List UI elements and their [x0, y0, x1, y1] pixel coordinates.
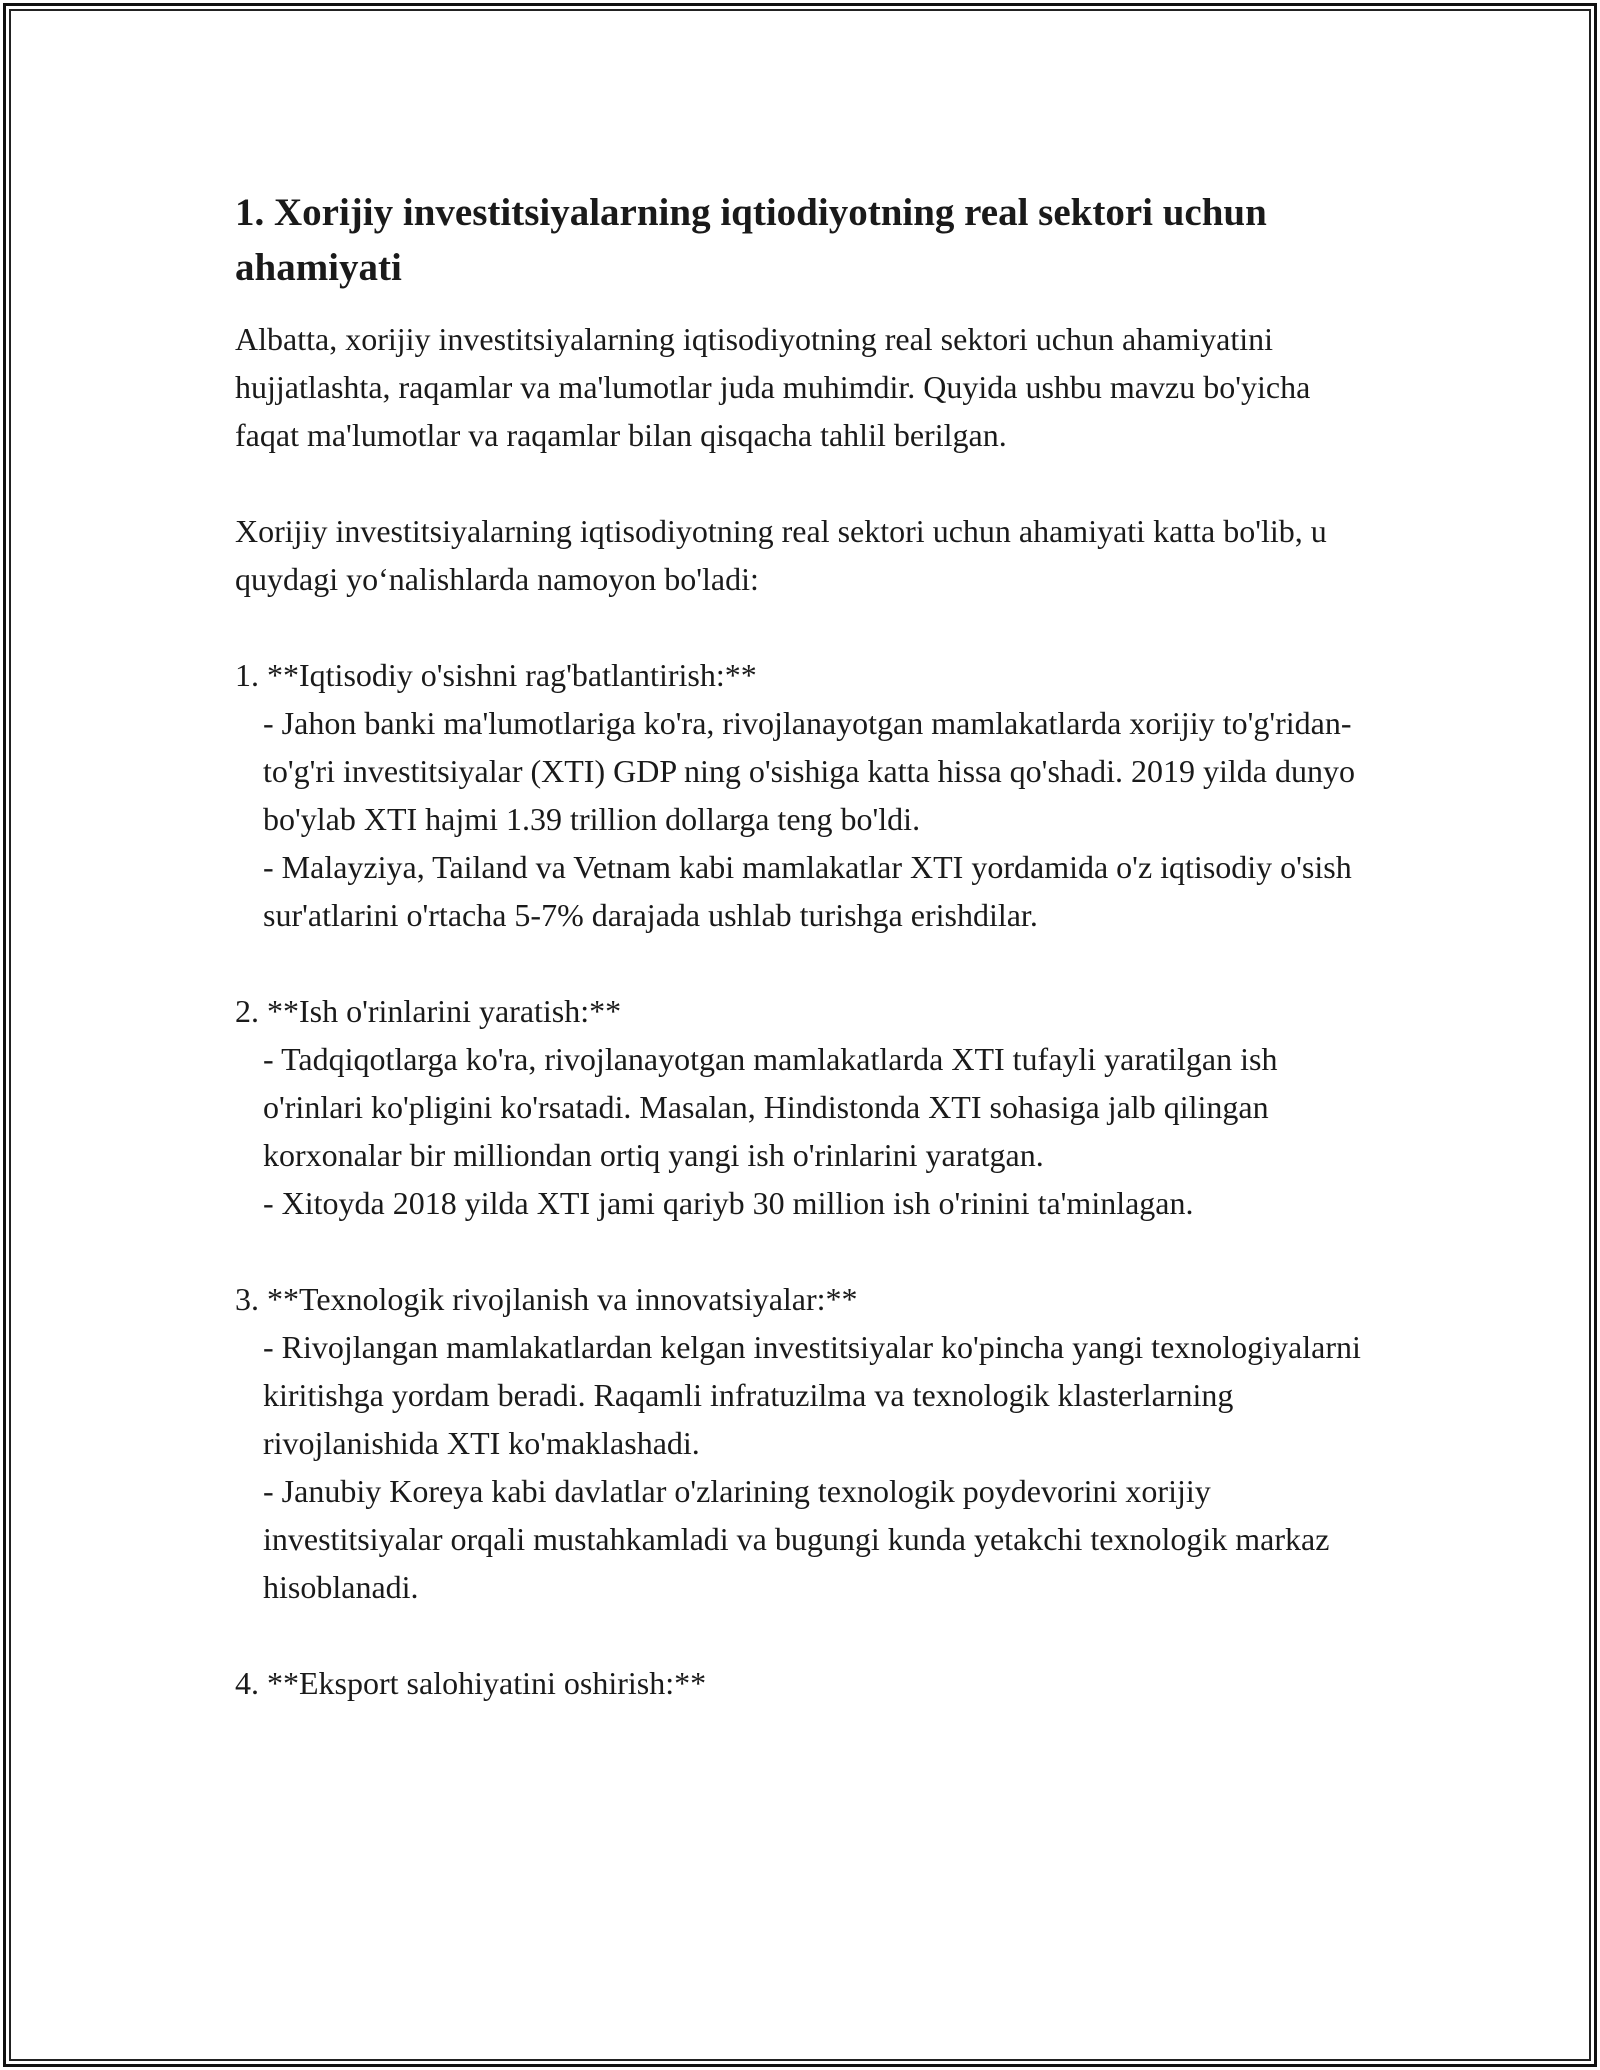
section-bullet: - Rivojlangan mamlakatlardan kelgan investitsiyalar ko'pincha yangi texnologiyalarni kiritishga yordam beradi. Raqamli infratuzilma va texnologik klasterlarning rivojlanishida XTI ko'maklashadi. [263, 1329, 1361, 1461]
section-1 [235, 651, 1375, 939]
section-heading: 2. **Ish o'rinlarini yaratish:** [235, 993, 622, 1029]
lead-paragraph: Xorijiy investitsiyalarning iqtisodiyotning real sektori uchun ahamiyati katta bo'lib, u quydagi yoʻnalishlarda namoyon bo'ladi: [235, 513, 1327, 597]
paragraph-gap [235, 603, 1375, 651]
section-2 [235, 987, 1375, 1227]
paragraph-gap [235, 939, 1375, 987]
section-heading: 4. **Eksport salohiyatini oshirish:** [235, 1665, 707, 1701]
intro-paragraph: Albatta, xorijiy investitsiyalarning iqtisodiyotning real sektori uchun ahamiyatini hujjatlashta, raqamlar va ma'lumotlar juda muhimdir. Quyida ushbu mavzu bo'yicha faqat ma'lumotlar va raqamlar bilan qisqacha tahlil berilgan. [235, 321, 1311, 453]
paragraph-gap [235, 1611, 1375, 1659]
paragraph-gap [235, 459, 1375, 507]
document-body [235, 185, 1375, 1707]
section-3 [235, 1275, 1375, 1611]
section-bullet: - Xitoyda 2018 yilda XTI jami qariyb 30 million ish o'rinini ta'minlagan. [263, 1185, 1194, 1221]
document-title: 1. Xorijiy investitsiyalarning iqtiodiyotning real sektori uchun ahamiyati [235, 191, 1267, 289]
section-bullet: - Jahon banki ma'lumotlariga ko'ra, rivojlanayotgan mamlakatlarda xorijiy to'g'ridan-to'g'ri investitsiyalar (XTI) GDP ning o'sishiga katta hissa qo'shadi. 2019 yilda dunyo bo'ylab XTI hajmi 1.39 trillion dollarga teng bo'ldi. [263, 705, 1355, 837]
section-bullet: - Tadqiqotlarga ko'ra, rivojlanayotgan mamlakatlarda XTI tufayli yaratilgan ish o'rinlari ko'pligini ko'rsatadi. Masalan, Hindistonda XTI sohasiga jalb qilingan korxonalar bir milliondan ortiq yangi ish o'rinlarini yaratgan. [263, 1041, 1278, 1173]
section-bullet: - Malayziya, Tailand va Vetnam kabi mamlakatlar XTI yordamida o'z iqtisodiy o'sish sur'atlarini o'rtacha 5-7% darajada ushlab turishga erishdilar. [263, 849, 1352, 933]
section-bullet: - Janubiy Koreya kabi davlatlar o'zlarining texnologik poydevorini xorijiy investitsiyalar orqali mustahkamladi va bugungi kunda yetakchi texnologik markaz hisoblanadi. [263, 1473, 1330, 1605]
section-4 [235, 1659, 1375, 1707]
section-heading: 1. **Iqtisodiy o'sishni rag'batlantirish:** [235, 657, 757, 693]
section-heading: 3. **Texnologik rivojlanish va innovatsiyalar:** [235, 1281, 858, 1317]
paragraph-gap [235, 1227, 1375, 1275]
